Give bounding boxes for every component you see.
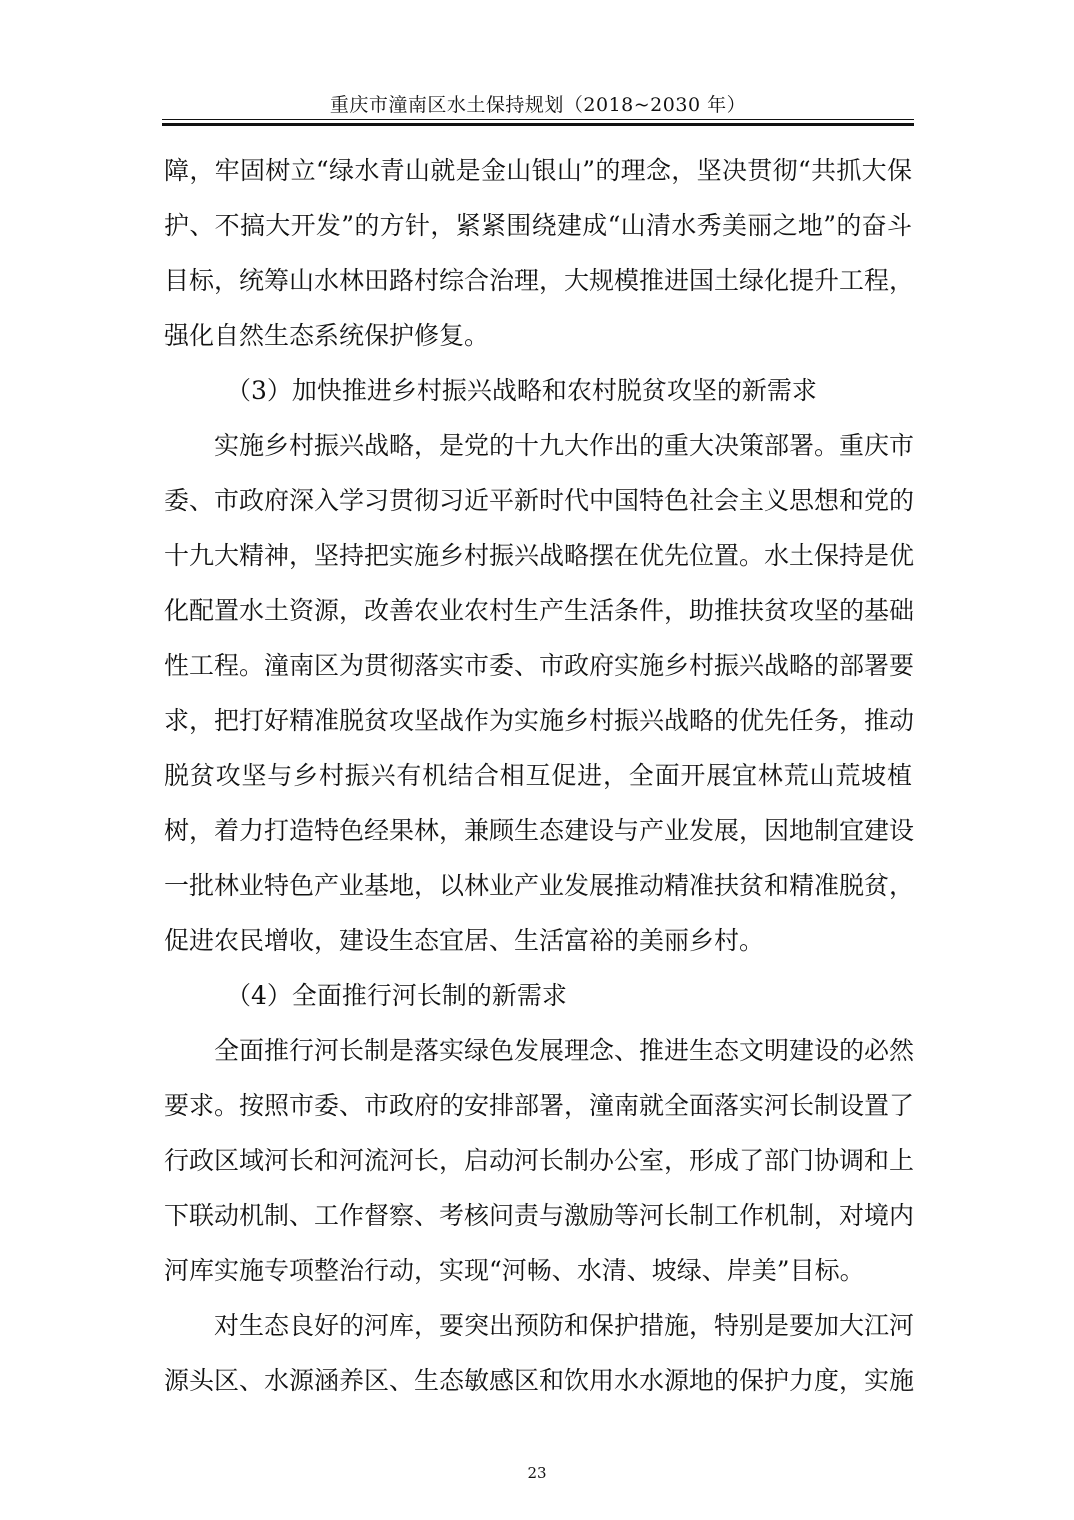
text-line: 化配置水土资源，改善农业农村生产生活条件，助推扶贫攻坚的基础 (164, 596, 915, 625)
text-line: 全面推行河长制是落实绿色发展理念、推进生态文明建设的必然 (214, 1036, 915, 1065)
text-line: 求，把打好精准脱贫攻坚战作为实施乡村振兴战略的优先任务，推动 (164, 706, 915, 735)
section-heading-4: （4）全面推行河长制的新需求 (226, 981, 567, 1010)
text-line: 目标，统筹山水林田路村综合治理，大规模推进国土绿化提升工程， (164, 266, 915, 295)
header-rule-thin (162, 119, 914, 120)
text-line: 下联动机制、工作督察、考核问责与激励等河长制工作机制，对境内 (164, 1201, 915, 1230)
text-line: 十九大精神，坚持把实施乡村振兴战略摆在优先位置。水土保持是优 (164, 541, 915, 570)
running-header: 重庆市潼南区水土保持规划（2018~2030 年） (329, 94, 747, 116)
body-text (164, 143, 915, 1408)
text-line: 强化自然生态系统保护修复。 (164, 321, 490, 350)
text-line: 一批林业特色产业基地，以林业产业发展推动精准扶贫和精准脱贫， (164, 871, 915, 900)
text-line: 护、不搞大开发”的方针，紧紧围绕建成“山清水秀美丽之地”的奋斗 (164, 211, 912, 240)
section-heading-3: （3）加快推进乡村振兴战略和农村脱贫攻坚的新需求 (226, 376, 817, 405)
header-rule-thick (162, 123, 914, 126)
text-line: 对生态良好的河库，要突出预防和保护措施，特别是要加大江河 (214, 1311, 915, 1340)
text-line: 促进农民增收，建设生态宜居、生活富裕的美丽乡村。 (164, 926, 765, 955)
text-line: 委、市政府深入学习贯彻习近平新时代中国特色社会主义思想和党的 (164, 486, 915, 515)
text-line: 行政区域河长和河流河长，启动河长制办公室，形成了部门协调和上 (164, 1146, 915, 1175)
page-number: 23 (527, 1464, 547, 1482)
text-line: 性工程。潼南区为贯彻落实市委、市政府实施乡村振兴战略的部署要 (164, 651, 915, 680)
text-line: 实施乡村振兴战略，是党的十九大作出的重大决策部署。重庆市 (214, 431, 915, 460)
text-line: 源头区、水源涵养区、生态敏感区和饮用水水源地的保护力度，实施 (164, 1366, 915, 1395)
text-line: 障，牢固树立“绿水青山就是金山银山”的理念，坚决贯彻“共抓大保 (164, 156, 912, 185)
text-line: 脱贫攻坚与乡村振兴有机结合相互促进，全面开展宜林荒山荒坡植 (164, 761, 912, 790)
text-line: 河库实施专项整治行动，实现“河畅、水清、坡绿、岸美”目标。 (164, 1256, 865, 1285)
text-line: 要求。按照市委、市政府的安排部署，潼南就全面落实河长制设置了 (164, 1091, 915, 1120)
text-line: 树，着力打造特色经果林，兼顾生态建设与产业发展，因地制宜建设 (164, 816, 915, 845)
